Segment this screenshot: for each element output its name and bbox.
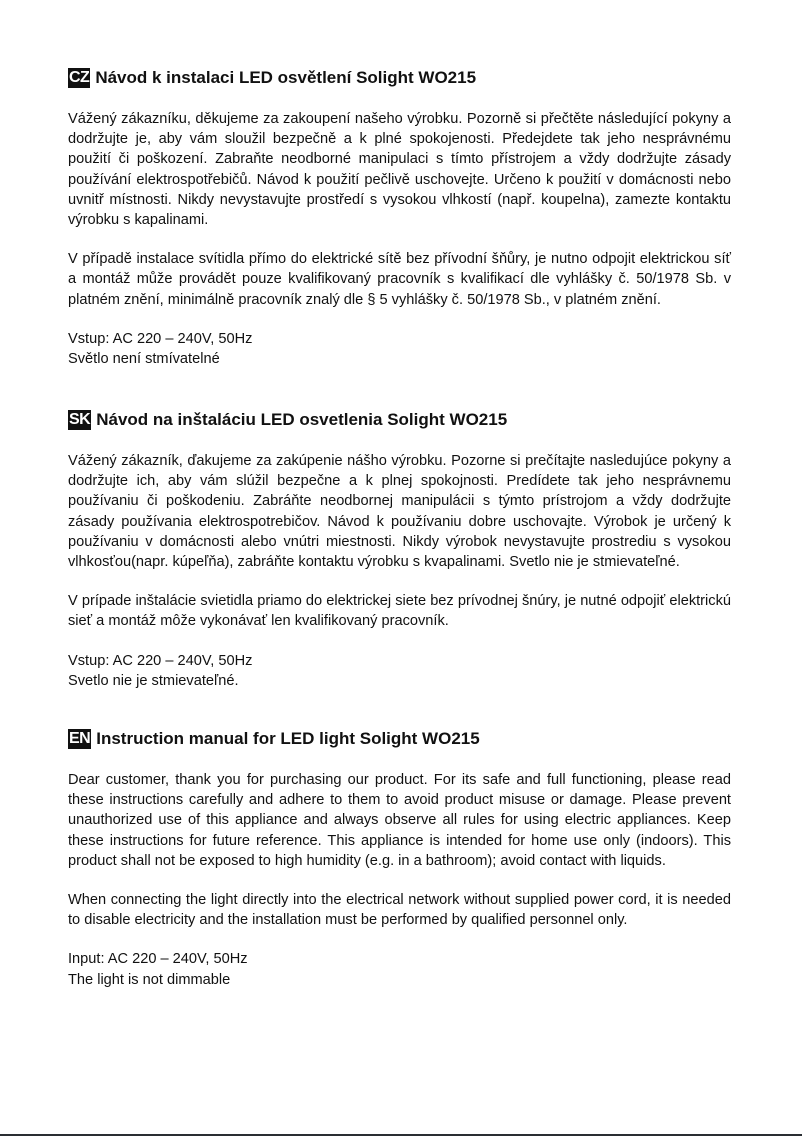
language-badge-sk: SK bbox=[69, 411, 91, 428]
spec-input: Vstup: AC 220 – 240V, 50Hz bbox=[68, 330, 253, 347]
section-sk bbox=[68, 409, 731, 691]
spec-dimmable: Svetlo nie je stmievateľné. bbox=[68, 672, 239, 689]
language-badge-en: EN bbox=[69, 730, 91, 747]
section-title: Návod na inštaláciu LED osvetlenia Solight WO215 bbox=[96, 410, 508, 429]
installation-paragraph: V prípade inštalácie svietidla priamo do elektrickej siete bez prívodnej šnúry, je nutné odpojiť elektrickú sieť a montáž môže vykonávať len kvalifikovaný pracovník. bbox=[68, 593, 731, 630]
section-title: Návod k instalaci LED osvětlení Solight WO215 bbox=[95, 68, 477, 87]
section-title: Instruction manual for LED light Solight WO215 bbox=[96, 729, 480, 748]
spec-dimmable: The light is not dimmable bbox=[68, 971, 231, 988]
section-en bbox=[68, 728, 731, 990]
section-cz bbox=[68, 67, 731, 369]
section-heading bbox=[68, 409, 731, 431]
intro-paragraph: Vážený zákazník, ďakujeme za zakúpenie nášho výrobku. Pozorne si prečítajte nasledujúce pokyny a dodržujte ich, aby vám slúžil bezpečne a k plnej spokojnosti. Predídete tak jeho nesprávnemu používaniu či poškodeniu. Zabráňte neodbornej manipulácii s týmto prístrojom a vždy dodržujte zásady používania elektrospotrebičov. Návod k používaniu dobre uschovajte. Výrobok je určený k používaniu v domácnosti alebo vnútri miestnosti. Nikdy výrobok nevystavujte prostrediu s vysokou vlhkosťou(napr. kúpeľňa), zabráňte kontaktu výrobku s kvapalinami. Svetlo nie je stmievateľné. bbox=[68, 453, 731, 571]
language-badge-cz: CZ bbox=[69, 69, 90, 86]
intro-paragraph: Vážený zákazníku, děkujeme za zakoupení našeho výrobku. Pozorně si přečtěte následující pokyny a dodržujte je, aby vám sloužil bezpečně a k plné spokojenosti. Předejdete tak jeho nesprávnému použití či poškození. Zabraňte neodborné manipulaci s tímto přístrojem a vždy dodržujte zásady používání elektrospotřebičů. Návod k použití pečlivě uschovejte. Určeno k použití v domácnosti nebo uvnitř místnosti. Nikdy nevystavujte prostředí s vysokou vlhkostí (např. koupelna), zamezte kontaktu výrobku s kapalinami. bbox=[68, 111, 731, 229]
installation-paragraph: V případě instalace svítidla přímo do elektrické sítě bez přívodní šňůry, je nutno odpojit elektrickou síť a montáž může provádět pouze kvalifikovaný pracovník s kvalifikací dle vyhlášky č. 50/1978 Sb. v platném znění, minimálně pracovník znalý dle § 5 vyhlášky č. 50/1978 Sb., v platném znění. bbox=[68, 251, 731, 308]
section-heading bbox=[68, 728, 731, 750]
section-heading bbox=[68, 67, 731, 89]
spec-input: Input: AC 220 – 240V, 50Hz bbox=[68, 951, 248, 968]
intro-paragraph: Dear customer, thank you for purchasing our product. For its safe and full functioning, please read these instructions carefully and adhere to them to avoid product misuse or damage. Please prevent unauthorized use of this appliance and always observe all rules for using electric appliances. Keep these instructions for future reference. This appliance is intended for home use only (indoors). This product shall not be exposed to high humidity (e.g. in a bathroom); avoid contact with liquids. bbox=[68, 772, 731, 869]
installation-paragraph: When connecting the light directly into the electrical network without supplied power cord, it is needed to disable electricity and the installation must be performed by qualified personnel only. bbox=[68, 892, 731, 929]
spec-dimmable: Světlo není stmívatelné bbox=[68, 351, 220, 368]
spec-input: Vstup: AC 220 – 240V, 50Hz bbox=[68, 652, 253, 669]
